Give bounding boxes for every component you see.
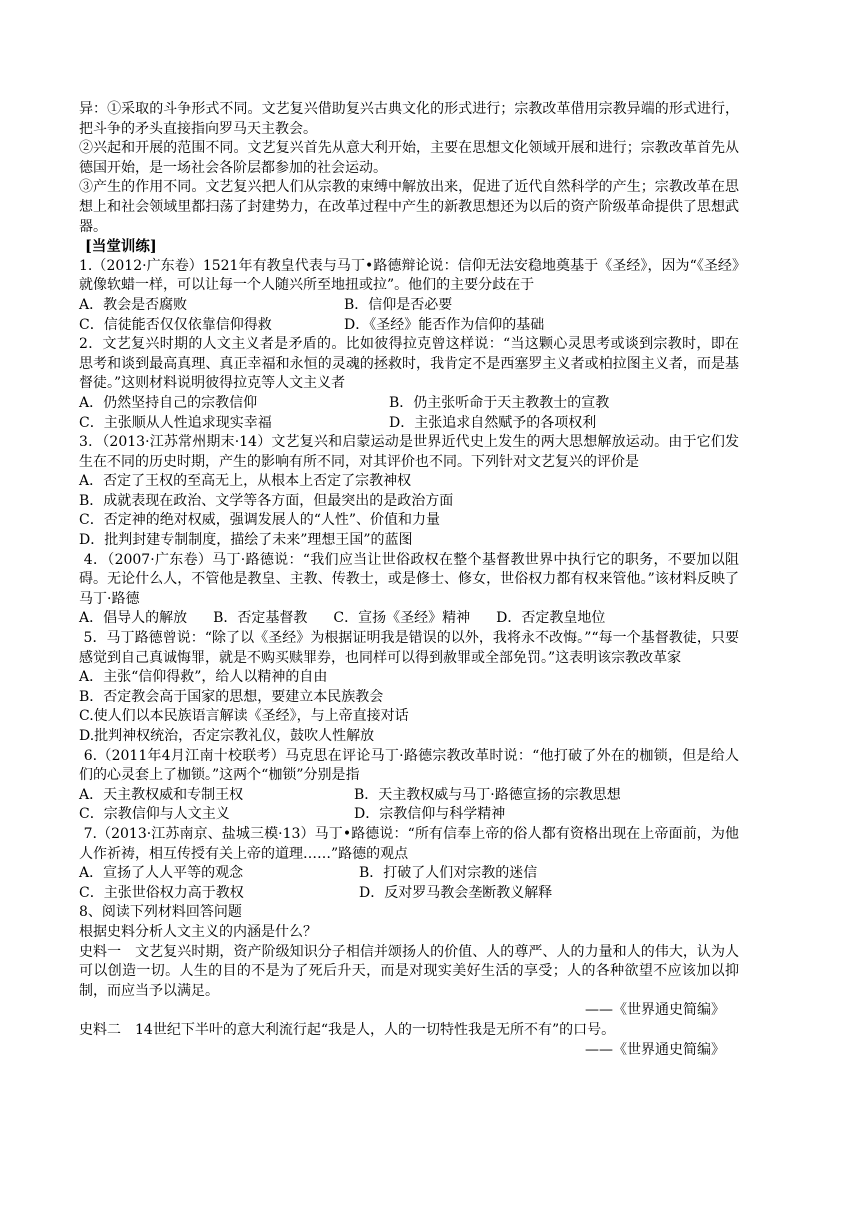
question-1-options-row-2 — [79, 316, 739, 336]
question-5-stem: 5．马丁路德曾说：“除了以《圣经》为根据证明我是错误的以外，我将永不改悔。”“每一个基督教徒，只要感觉到自己真诚悔罪，就是不购买赎罪券，也同样可以得到赦罪或全部免罚。”这表明该宗教改革家 — [79, 630, 739, 666]
question-1-option-d: D．《圣经》能否作为信仰的基础 — [344, 316, 545, 333]
question-2-options-row-2 — [79, 414, 739, 434]
question-6-stem: 6.（2011年4月江南十校联考）马克思在评论马丁·路德宗教改革时说：“他打破了外在的枷锁，但是给人们的心灵套上了枷锁。”这两个“枷锁”分别是指 — [79, 747, 740, 784]
question-4-option-d: D．否定教皇地位 — [496, 610, 606, 627]
question-3-option-c: C．否定神的绝对权威，强调发展人的“人性”、价值和力量 — [79, 512, 441, 529]
question-6-option-d: D．宗教信仰与科学精神 — [354, 806, 506, 823]
question-1-options-row-1 — [79, 296, 739, 316]
question-8-source-1-citation: ——《世界通史简编》 — [585, 1002, 725, 1019]
question-2-option-c: C．主张顺从人性追求现实幸福 — [79, 414, 272, 431]
question-4-option-b: B．否定基督教 — [213, 610, 308, 627]
question-6-option-a: A．天主教权威和专制王权 — [79, 786, 244, 803]
question-6-option-c: C．宗教信仰与人文主义 — [79, 806, 230, 823]
question-1-stem: 1.（2012·广东卷）1521年有教皇代表与马丁•路德辩论说：信仰无法安稳地奠基于《圣经》，因为“《圣经》就像软蜡一样，可以让每一个人随兴所至地扭或拉”。他们的主要分歧在于 — [79, 257, 739, 294]
question-8-ask: 根据史料分析人文主义的内涵是什么？ — [79, 923, 317, 940]
question-6-option-b: B．天主教权威与马丁·路德宣扬的宗教思想 — [354, 786, 621, 803]
question-2-option-a: A．仍然坚持自己的宗教信仰 — [79, 394, 258, 411]
question-6-options-row-2 — [79, 805, 739, 825]
question-5-option-d: D.批判神权统治，否定宗教礼仪，鼓吹人性解放 — [79, 728, 375, 744]
question-6-options-row-1 — [79, 786, 739, 806]
question-3-stem: 3．（2013·江苏常州期末·14）文艺复兴和启蒙运动是世界近代史上发生的两大思想解放运动。由于它们发生在不同的历史时期，产生的影响有所不同，对其评价也不同。下列针对文艺复兴的评价是 — [79, 434, 739, 470]
question-7-option-d: D．反对罗马教会垄断教义解释 — [359, 884, 553, 901]
question-5-option-b: B．否定教会高于国家的思想，要建立本民族教会 — [79, 688, 384, 705]
question-1-option-b: B．信仰是否必要 — [344, 296, 453, 313]
question-4-option-c: C．宣扬《圣经》精神 — [333, 610, 471, 627]
question-5-option-a: A．主张“信仰得救”，给人以精神的自由 — [79, 669, 328, 686]
section-title: [当堂训练] — [85, 238, 157, 256]
question-3-option-a: A．否定了王权的至高无上，从根本上否定了宗教神权 — [79, 473, 412, 490]
question-2-option-d: D．主张追求自然赋予的各项权利 — [389, 414, 597, 431]
intro-paragraph-3: ③产生的作用不同。文艺复兴把人们从宗教的束缚中解放出来，促进了近代自然科学的产生；宗教改革在思想上和社会领域里都扫荡了封建势力，在改革过程中产生的新教思想还为以后的资产阶级革命提供了思想武器。 — [79, 179, 739, 235]
question-7-options-row-2 — [79, 884, 739, 904]
question-7-option-a: A．宣扬了人人平等的观念 — [79, 865, 244, 882]
question-7-options-row-1 — [79, 864, 739, 884]
question-3-option-d: D．批判封建专制制度，描绘了未来”理想王国”的蓝图 — [79, 532, 413, 549]
question-7-option-c: C．主张世俗权力高于教权 — [79, 884, 244, 901]
intro-paragraph-1: 异：①采取的斗争形式不同。文艺复兴借助复兴古典文化的形式进行；宗教改革借用宗教异端的形式进行，把斗争的矛头直接指向罗马天主教会。 — [79, 101, 739, 137]
question-1-option-a: A．教会是否腐败 — [79, 296, 188, 313]
question-2-options-row-1 — [79, 394, 739, 414]
question-4-stem: 4．（2007·广东卷）马丁·路德说：“我们应当让世俗政权在整个基督教世界中执行它的职务，不要加以阻碍。无论什么人，不管他是教皇、主教、传教士，或是修士、修女，世俗权力都有权来管他。”该材料反映了马丁·路德 — [79, 551, 740, 607]
question-7-option-b: B．打破了人们对宗教的迷信 — [359, 865, 538, 882]
question-8-source-1: 史料一 文艺复兴时期，资产阶级知识分子相信并颂扬人的价值、人的尊严、人的力量和人的伟大，认为人可以创造一切。人生的目的不是为了死后升天，而是对现实美好生活的享受；人的各种欲望不应该加以抑制，而应当予以满足。 — [79, 943, 739, 999]
question-3-option-b: B．成就表现在政治、文学等各方面，但最突出的是政治方面 — [79, 492, 454, 509]
document-page — [79, 100, 739, 1060]
question-2-stem: 2．文艺复兴时期的人文主义者是矛盾的。比如彼得拉克曾这样说：“当这颗心灵思考或谈到宗教时，即在思考和谈到最高真理、真正幸福和永恒的灵魂的拯救时，我肯定不是西塞罗主义者或柏拉图主义者，而是基督徒。”这则材料说明彼得拉克等人文主义者 — [79, 336, 739, 392]
intro-paragraph-2: ②兴起和开展的范围不同。文艺复兴首先从意大利开始，主要在思想文化领域开展和进行；宗教改革首先从德国开始，是一场社会各阶层都参加的社会运动。 — [79, 140, 739, 176]
question-8-stem: 8、阅读下列材料回答问题 — [79, 904, 242, 921]
question-8-source-2-citation: ——《世界通史简编》 — [585, 1041, 725, 1058]
question-1-option-c: C．信徒能否仅仅依靠信仰得救 — [79, 316, 272, 333]
question-7-stem: 7.（2013·江苏南京、盐城三模·13）马丁•路德说：“所有信奉上帝的俗人都有资格出现在上帝面前，为他人作祈祷，相互传授有关上帝的道理……”路德的观点 — [79, 825, 739, 862]
question-8-source-2: 史料二 14世纪下半叶的意大利流行起“我是人，人的一切特性我是无所不有”的口号。 — [79, 1021, 616, 1038]
question-5-option-c: C.使人们以本民族语言解读《圣经》，与上帝直接对话 — [79, 708, 409, 725]
question-4-options-row — [79, 609, 739, 629]
question-2-option-b: B．仍主张听命于天主教教士的宣教 — [389, 394, 610, 411]
question-4-option-a: A．倡导人的解放 — [79, 610, 188, 627]
